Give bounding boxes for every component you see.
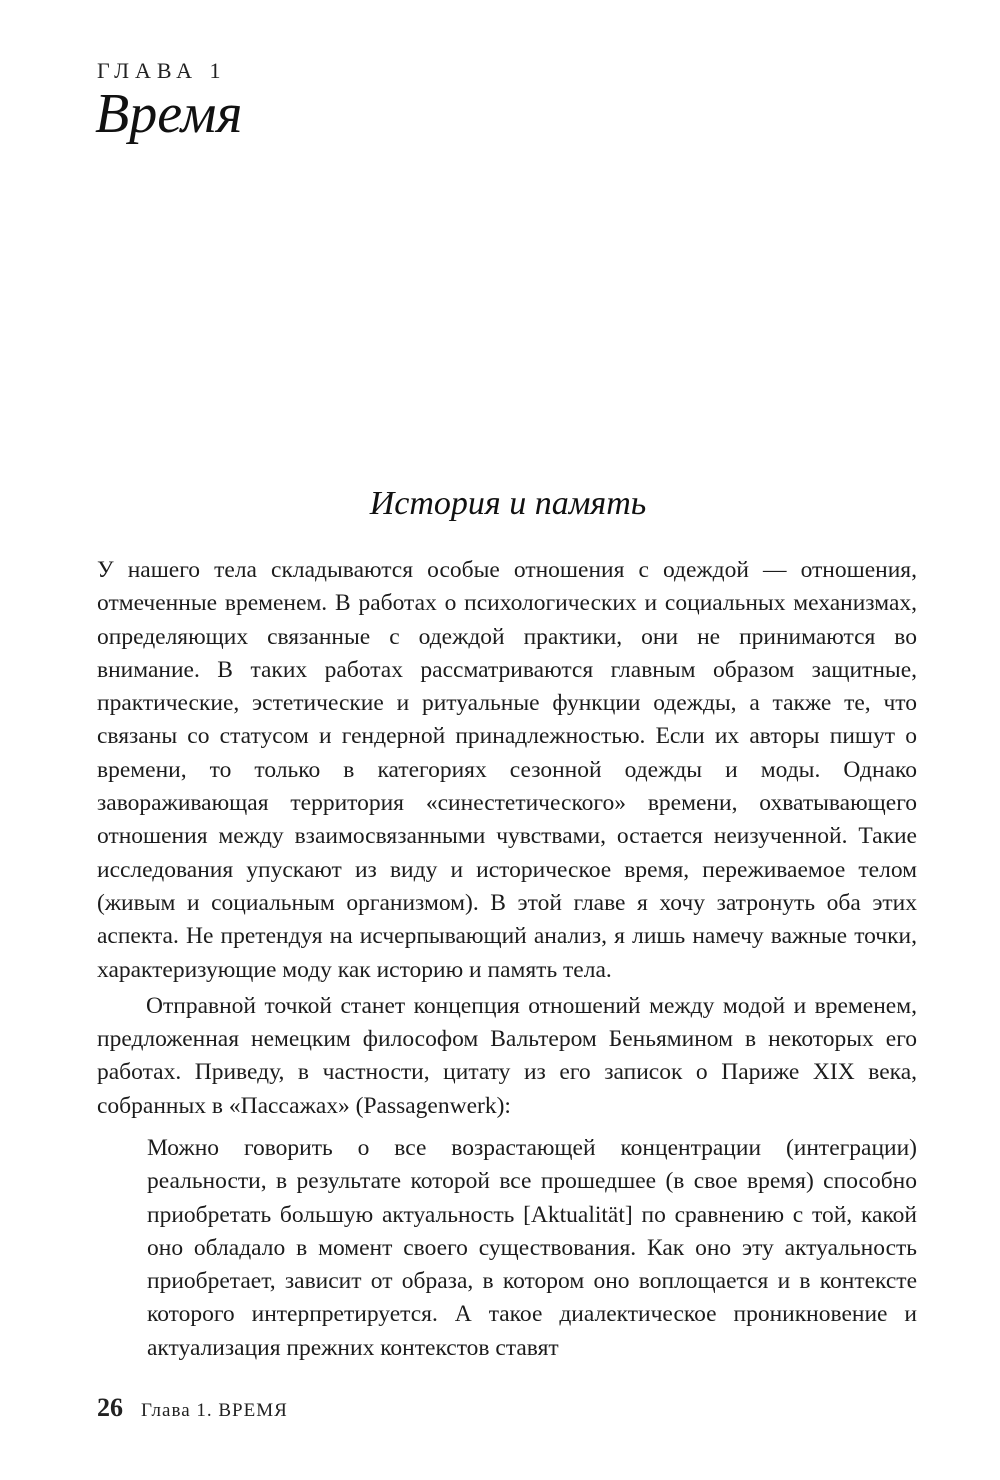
page-footer: [97, 1393, 288, 1423]
body-text: [97, 554, 917, 1123]
chapter-title: Время: [95, 83, 243, 145]
quote-text: Можно говорить о все возрастающей концентрации (интеграции) реальности, в результате которой все прошедшее (в свое время) способно приобретать большую актуальность [Aktualität] по сравнению с той, какой оно обладало в момент своего существования. Как оно эту актуальность приобретает, зависит от образа, в котором оно воплощается и в контексте которого интерпретируется. А такое диалектическое проникновение и актуализация прежних контекстов ставят: [147, 1135, 917, 1361]
block-quote: [147, 1132, 917, 1365]
chapter-label: ГЛАВА 1: [97, 58, 227, 83]
running-head: Глава 1. ВРЕМЯ: [141, 1400, 288, 1421]
paragraph-1: У нашего тела складываются особые отношения с одеждой — отношения, отмеченные временем. В работах о психологических и социальных механизмах, определяющих связанные с одеждой практики, они не принимаются во внимание. В таких работах рассматриваются главным образом защитные, практические, эстетические и ритуальные функции одежды, а также те, что связаны со статусом и гендерной принадлежностью. Если их авторы пишут о времени, то только в категориях сезонной одежды и моды. Однако завораживающая территория «синестетического» времени, охватывающего отношения между взаимосвязанными чувствами, остается неизученной. Такие исследования упускают из виду и историческое время, переживаемое телом (живым и социальным организмом). В этой главе я хочу затронуть оба этих аспекта. Не претендуя на исчерпывающий анализ, я лишь намечу важные точки, характеризующие моду как историю и память тела.: [97, 557, 917, 983]
paragraph-2: Отправной точкой станет концепция отношений между модой и временем, предложенная немецким философом Вальтером Беньямином в некоторых его работах. Приведу, в частности, цитату из его записок о Париже XIX века, собранных в «Пассажах» (Passagenwerk):: [97, 992, 917, 1119]
section-title: История и память: [369, 485, 647, 522]
page-number: 26: [97, 1393, 123, 1422]
